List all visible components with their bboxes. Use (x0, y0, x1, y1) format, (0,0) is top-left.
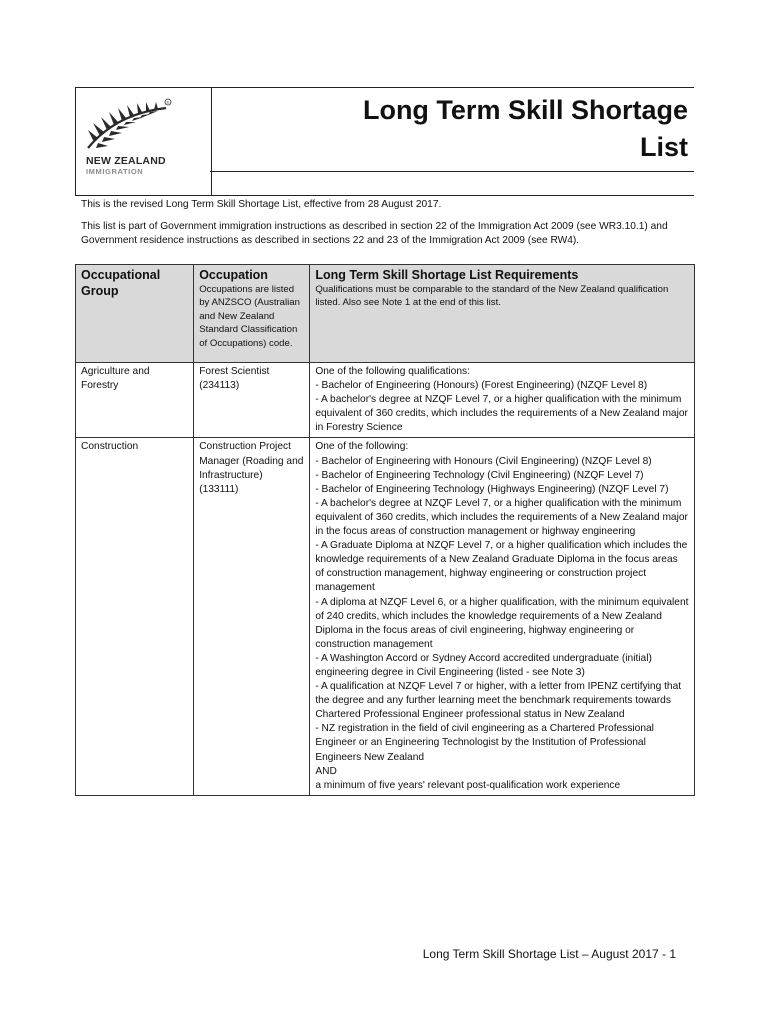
intro-paragraph-effective-date: This is the revised Long Term Skill Shortage List, effective from 28 August 2017. (81, 199, 442, 210)
requirement-line: a minimum of five years' relevant post-qualification work experience (315, 779, 621, 791)
header-title: Occupational Group (81, 268, 161, 298)
requirement-line: - A qualification at NZQF Level 7 or higher, with a letter from IPENZ certifying that the degree and any further learning meet the benchmark requirements towards Chartered Professional Engineer professional status in New Zealand (315, 681, 682, 721)
header-title-rule (210, 171, 694, 172)
cell-occupation: Forest Scientist (234113) (194, 363, 310, 438)
cell-requirements (310, 438, 695, 795)
requirement-line: - A bachelor's degree at NZQF Level 7, or a higher qualification with the minimum equivalent of 360 credits, which includes the requirements of a New Zealand major in the focus areas of construction management or highway engineering (315, 497, 688, 538)
document-title-line1: Long Term Skill Shortage (362, 95, 688, 125)
requirement-line: - NZ registration in the field of civil engineering as a Chartered Professional Engineer or an Engineering Technologist by the Institution of Professional Engineers New Zealand (315, 723, 654, 763)
header-requirements (310, 265, 695, 363)
header-occupation (194, 265, 310, 363)
header-title: Occupation (199, 268, 268, 282)
requirement-line: - A Washington Accord or Sydney Accord accredited undergraduate (initial) engineering degree in Civil Engineering (listed - see Note 3) (315, 652, 652, 678)
silver-fern-icon (84, 96, 194, 154)
registered-mark: ® (166, 99, 170, 105)
logo-text-immigration: IMMIGRATION (86, 167, 144, 176)
document-title-line2: List (639, 132, 688, 162)
requirement-line: - Bachelor of Engineering with Honours (Civil Engineering) (NZQF Level 8) (315, 455, 652, 467)
header-note: Qualifications must be comparable to the standard of the New Zealand qualification listed. Also see Note 1 at the end of this list. (315, 284, 669, 309)
requirement-line: One of the following: (315, 441, 409, 453)
header-title: Long Term Skill Shortage List Requirements (315, 268, 579, 282)
table-row (76, 363, 695, 438)
header-note: Occupations are listed by ANZSCO (Australian and New Zealand Standard Classification of Occupations) code. (199, 284, 300, 349)
cell-occupational-group: Construction (76, 438, 194, 795)
cell-occupation: Construction Project Manager (Roading and Infrastructure) (133111) (194, 438, 310, 795)
intro-paragraph-legal-basis: This list is part of Government immigration instructions as described in section 22 of the Immigration Act 2009 (see WR3.10.1) and Government residence instructions as described in sections 22 and 23 of the Immigration Act 2009 (see RW4). (81, 221, 668, 246)
header-occupational-group (76, 265, 194, 363)
new-zealand-immigration-logo (84, 96, 194, 180)
logo-text-new-zealand: NEW ZEALAND (86, 155, 166, 167)
table-header-row (76, 265, 695, 363)
header-bottom-rule (75, 195, 694, 196)
page-footer: Long Term Skill Shortage List – August 2017 - 1 (422, 947, 676, 961)
requirement-line: AND (315, 765, 337, 777)
requirement-line: - A bachelor's degree at NZQF Level 7, or a higher qualification with the minimum equivalent of 360 credits, which includes the requirements of a New Zealand major in Forestry Science (315, 394, 688, 434)
requirement-line: - Bachelor of Engineering Technology (Highways Engineering) (NZQF Level 7) (315, 483, 669, 495)
requirement-line: One of the following qualifications: (315, 366, 470, 377)
skill-shortage-table (75, 264, 695, 796)
document-title (248, 92, 688, 166)
requirement-line: - Bachelor of Engineering (Honours) (Forest Engineering) (NZQF Level 8) (315, 380, 648, 392)
requirement-line: - A diploma at NZQF Level 6, or a higher qualification, with the minimum equivalent of 240 credits, which includes the knowledge requirements of a New Zealand Diploma in the focus areas of civil engineering, highway engineering or construction management (315, 596, 689, 650)
cell-occupational-group: Agriculture and Forestry (76, 363, 194, 438)
requirement-line: - A Graduate Diploma at NZQF Level 7, or a higher qualification which includes the knowledge requirements of a New Zealand Graduate Diploma in the focus areas of construction management, highway engineering or construction project management (315, 540, 688, 594)
requirement-line: - Bachelor of Engineering Technology (Civil Engineering) (NZQF Level 7) (315, 469, 644, 481)
table-row (76, 438, 695, 795)
cell-requirements (310, 363, 695, 438)
